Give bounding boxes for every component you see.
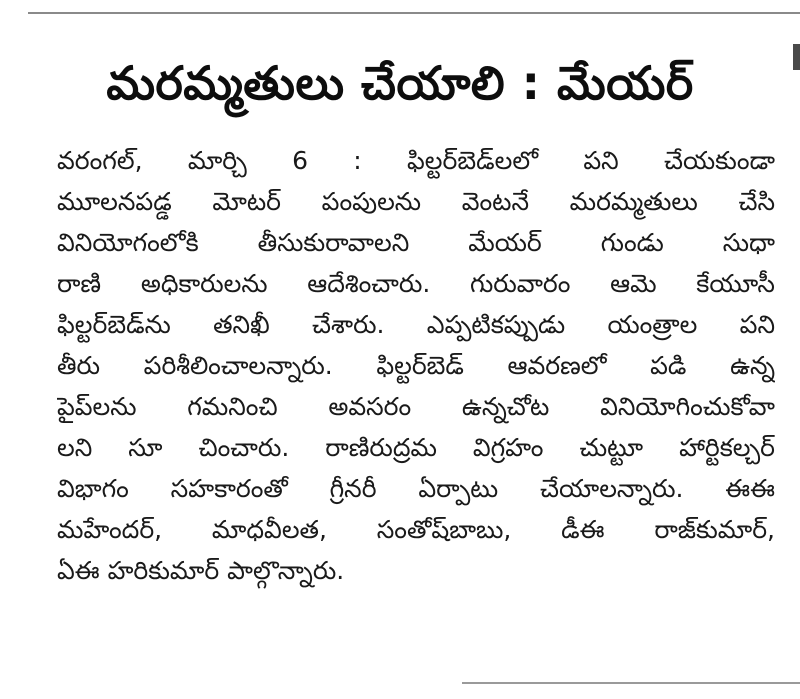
article-line: వరంగల్, మార్చి 6 : ఫిల్టర్‌బెడ్‌లలో పని చేయకుండా [57, 146, 775, 175]
article-line: మూలనపడ్డ మోటర్ పంపులను వెంటనే మరమ్మతులు చేసి [57, 187, 775, 216]
article-line: పైప్‌లను గమనించి అవసరం ఉన్నచోట వినియోగించుకోవా [57, 392, 775, 421]
bottom-divider [462, 682, 800, 684]
article-line: విభాగం సహకారంతో గ్రీనరీ ఏర్పాటు చేయాలన్నారు. ఈఈ [57, 474, 775, 503]
article-line: ఫిల్టర్‌బెడ్‌ను తనిఖీ చేశారు. ఎప్పటికప్పుడు యంత్రాల పని [57, 310, 775, 339]
article-line: రాణి అధికారులను ఆదేశించారు. గురువారం ఆమె కేయూసీ [57, 269, 775, 298]
article-body [57, 140, 775, 591]
edge-mark [793, 44, 800, 70]
article-line: మహేందర్, మాధవీలత, సంతోష్‌బాబు, డీఈ రాజ్‌కుమార్, [57, 515, 775, 544]
article-line: వినియోగంలోకి తీసుకురావాలని మేయర్ గుండు సుధా [57, 228, 775, 257]
article-line: లని సూ చించారు. రాణిరుద్రమ విగ్రహం చుట్టూ హార్టికల్చర్ [57, 433, 775, 462]
article-line: ఏఈ హరికుమార్ పాల్గొన్నారు. [57, 556, 345, 585]
article-line: తీరు పరిశీలించాలన్నారు. ఫిల్టర్‌బెడ్ ఆవరణలో పడి ఉన్న [57, 351, 775, 380]
article-headline: మరమ్మతులు చేయాలి : మేయర్ [106, 56, 694, 110]
top-divider [28, 12, 800, 14]
